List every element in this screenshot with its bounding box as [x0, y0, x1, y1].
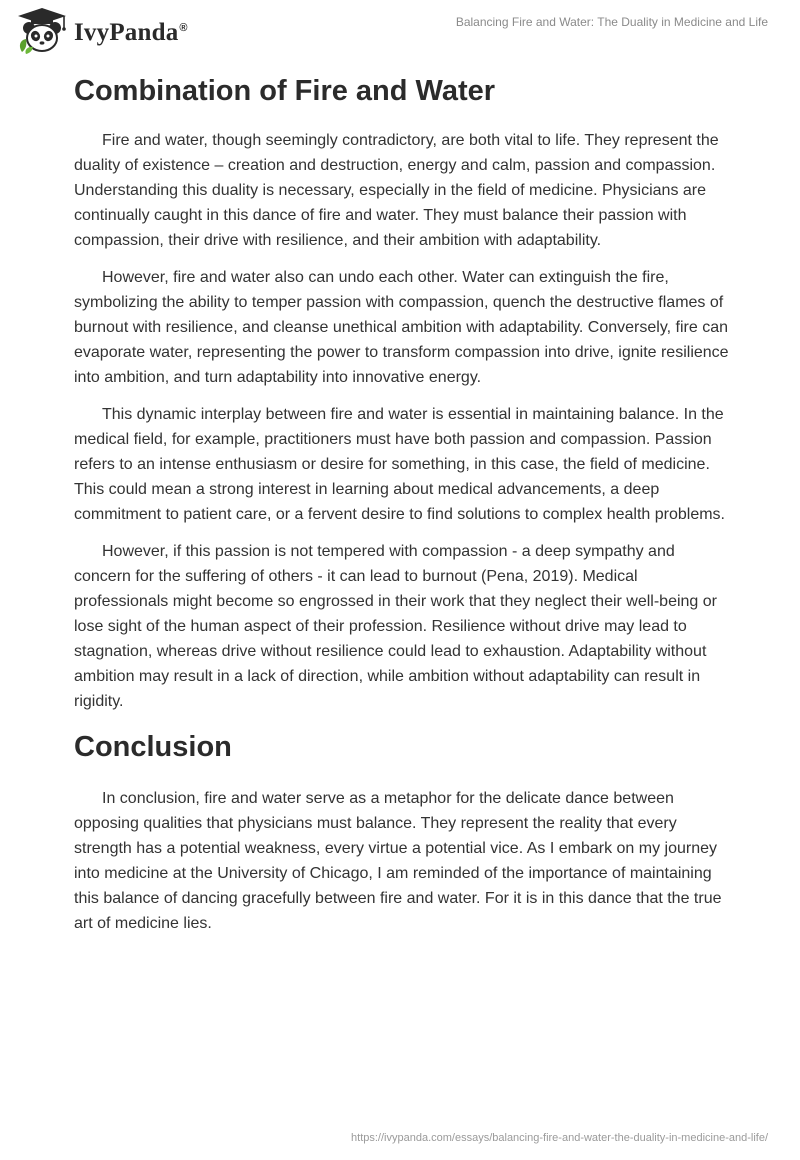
paragraph: However, if this passion is not tempered with compassion - a deep sympathy and concern for the suffering of others - it can lead to burnout (Pena, 2019). Medical professionals might become so engrossed in their work that they neglect their well-being or lose sight of the human aspect of their profession. Resilience without drive may lead to stagnation, whereas drive without resilience could lead to exhaustion. Adaptability without ambition may result in a lack of direction, while ambition without adaptability can result in rigidity. [74, 543, 717, 710]
section-heading-conclusion: Conclusion [74, 731, 232, 763]
paragraph: This dynamic interplay between fire and water is essential in maintaining balance. In the medical field, for example, practitioners must have both passion and compassion. Passion refers to an intense enthusiasm or desire for something, in this case, the field of medicine. This could mean a strong interest in learning about medical advancements, a deep commitment to patient care, or a fervent desire to find solutions to complex health problems. [74, 406, 725, 523]
paragraph: However, fire and water also can undo each other. Water can extinguish the fire, symbolizing the ability to temper passion with compassion, quench the destructive flames of burnout with resilience, and cleanse unethical ambition with adaptability. Conversely, fire can evaporate water, representing the power to transform compassion into drive, ignite resilience into ambition, and turn adaptability into innovative energy. [74, 269, 729, 386]
paragraph: Fire and water, though seemingly contradictory, are both vital to life. They represent the duality of existence – creation and destruction, energy and calm, passion and compassion. Understanding this duality is necessary, especially in the field of medicine. Physicians are continually caught in this dance of fire and water. They must balance their passion with compassion, their drive with resilience, and their ambition with adaptability. [74, 132, 719, 249]
running-title: Balancing Fire and Water: The Duality in Medicine and Life [455, 15, 768, 29]
brand-name: IvyPanda® [74, 19, 188, 46]
source-url[interactable]: https://ivypanda.com/essays/balancing-fire-and-water-the-duality-in-medicine-and-life/ [351, 1132, 768, 1144]
registered-mark: ® [179, 21, 188, 34]
section-heading-combination: Combination of Fire and Water [74, 75, 496, 107]
panda-graduate-icon [14, 6, 70, 56]
page-header [0, 0, 800, 60]
essay-content [74, 72, 734, 948]
paragraph: In conclusion, fire and water serve as a metaphor for the delicate dance between opposing qualities that physicians must balance. They represent the reality that every strength has a potential weakness, every virtue a potential vice. As I embark on my journey into medicine at the University of Chicago, I am reminded of the importance of maintaining this balance of dancing gracefully between fire and water. For it is in this dance that the true art of medicine lies. [74, 790, 722, 932]
ivypanda-logo[interactable] [14, 6, 188, 56]
